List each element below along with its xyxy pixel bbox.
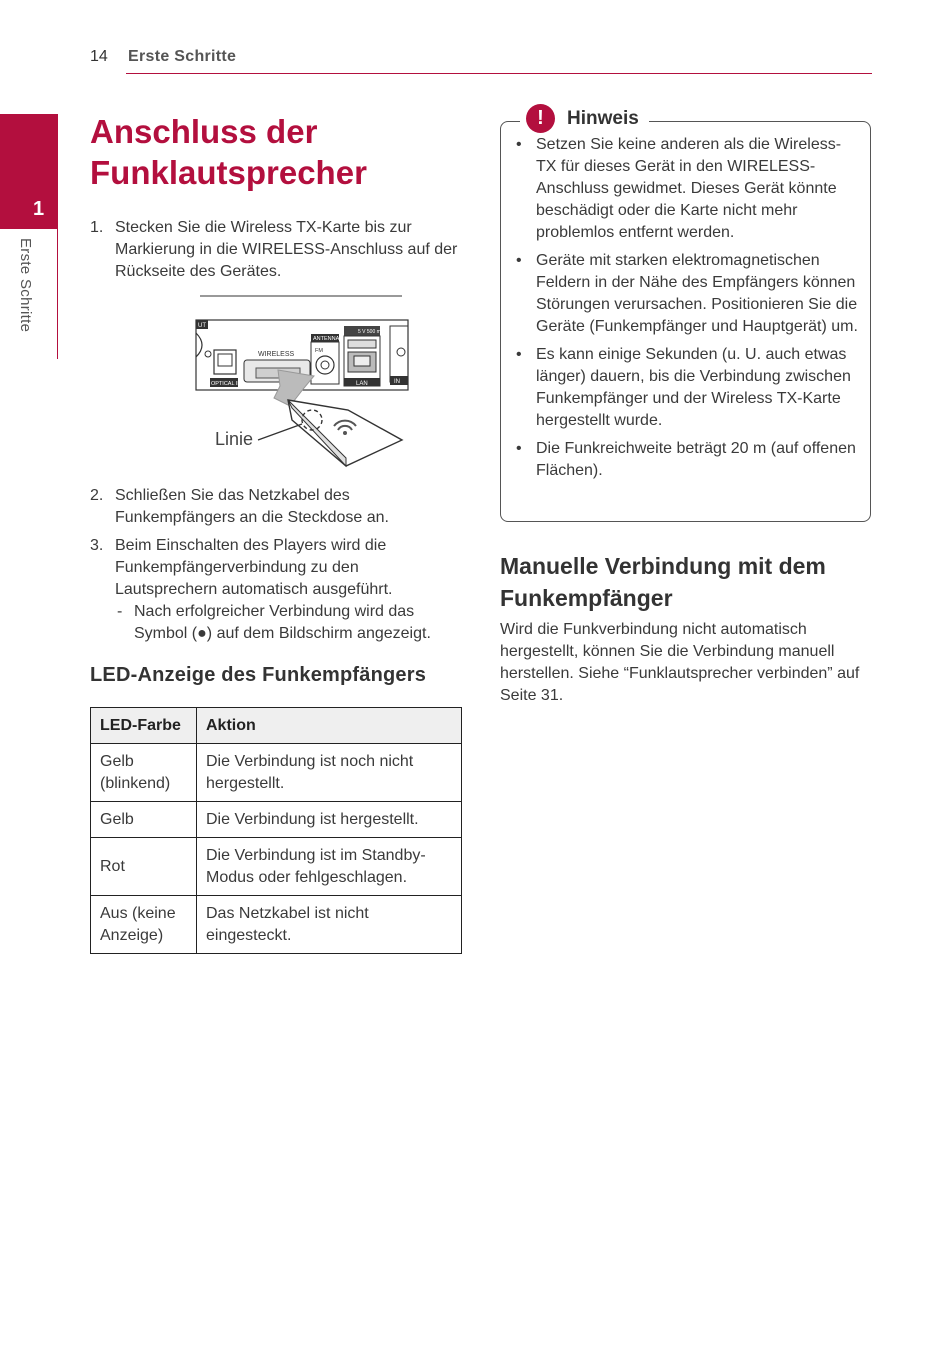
bullet-icon: • [516,440,522,457]
step-number: 3. [90,537,104,554]
list-item-text: Setzen Sie keine anderen als die Wireless-TX für dieses Gerät in den WIRELESS-Anschluss gewidmet. Dieses Gerät könnte beschädigt oder die Karte nicht mehr problemlos entfernt werden. [536,136,842,241]
step-subitem [90,601,465,645]
wireless-card-illustration [180,290,440,480]
list-item [516,438,861,482]
table-cell: Rot [91,838,197,896]
page-title: Anschluss der Funklautsprecher [90,113,367,191]
note-list [516,134,861,488]
bullet-icon: • [516,252,522,269]
header-rule [126,73,872,74]
table-cell: Das Netzkabel ist nicht eingesteckt. [197,896,462,954]
lan-port-label: LAN [356,381,368,387]
list-item-text: Die Funkreichweite beträgt 20 m (auf offenen Flächen). [536,440,856,479]
table-cell: Die Verbindung ist noch nicht hergestellt. [197,744,462,802]
bullet-icon: • [516,136,522,153]
list-item-text: Geräte mit starken elektromagnetischen Feldern in der Nähe des Empfängers können Störungen verursachen. Positionieren Sie die Geräte (Funkempfänger und Hauptgerät) um. [536,252,858,335]
table-row [91,802,462,838]
step-subitem-text: Nach erfolgreicher Verbindung wird das Symbol (●) auf dem Bildschirm angezeigt. [134,603,431,642]
table-row [91,744,462,802]
manual-section-text: Wird die Funkverbindung nicht automatisch hergestellt, können Sie die Verbindung manuell herstellen. Siehe “Funklautsprecher verbinden” auf Seite 31. [500,621,860,704]
table-cell: Aus (keine Anzeige) [91,896,197,954]
chapter-tab-rule [57,229,58,359]
step-3 [90,535,465,645]
list-item [516,344,861,432]
table-header-cell: LED-Farbe [91,708,197,744]
optical-port-label: OPTICAL IN [211,381,242,387]
step-text: Beim Einschalten des Players wird die Funkempfängerverbindung zu den Lautsprechern automatisch ausgeführt. [115,537,393,598]
table-row [91,896,462,954]
list-item [516,134,861,244]
table-cell: Die Verbindung ist hergestellt. [197,802,462,838]
dash-marker: - [117,603,123,620]
led-section-heading: LED-Anzeige des Funkempfängers [90,664,427,686]
manual-section-heading: Manuelle Verbindung mit dem Funkempfänger [500,553,826,611]
bullet-icon: • [516,346,522,363]
step-number: 1. [90,219,104,236]
step-2 [90,485,465,529]
table-header-row [91,708,462,744]
exclamation-icon: ! [526,104,555,133]
table-cell: Gelb [91,802,197,838]
table-cell: Die Verbindung ist im Standby-Modus oder fehlgeschlagen. [197,838,462,896]
chapter-number: 1 [33,198,45,220]
running-head: Erste Schritte [128,48,237,65]
chapter-label: Erste Schritte [17,238,34,333]
out-port-label: UT [198,323,206,329]
led-table [90,707,462,954]
fm-port-label: FM [315,348,323,354]
table-row [91,838,462,896]
usb-port-label: 5 V 500 mA [358,329,385,335]
step-text: Stecken Sie die Wireless TX-Karte bis zur Markierung in die WIRELESS-Anschluss auf der Rückseite des Gerätes. [115,219,458,280]
antenna-port-label: ANTENNA [313,336,340,342]
page-number: 14 [90,48,108,65]
step-1 [90,217,465,283]
note-title: Hinweis [567,107,639,129]
table-header-cell: Aktion [197,708,462,744]
in-port-label: IN [394,379,400,385]
list-item [516,250,861,338]
note-header [520,104,649,133]
list-item-text: Es kann einige Sekunden (u. U. auch etwas länger) dauern, bis die Verbindung zwischen Funkempfänger und der Wireless TX-Karte hergestellt wurde. [536,346,851,429]
illustration-label: Linie [215,429,254,449]
step-number: 2. [90,487,104,504]
wireless-port-label: WIRELESS [258,351,295,358]
step-text: Schließen Sie das Netzkabel des Funkempfängers an die Steckdose an. [115,487,389,526]
table-cell: Gelb (blinkend) [91,744,197,802]
